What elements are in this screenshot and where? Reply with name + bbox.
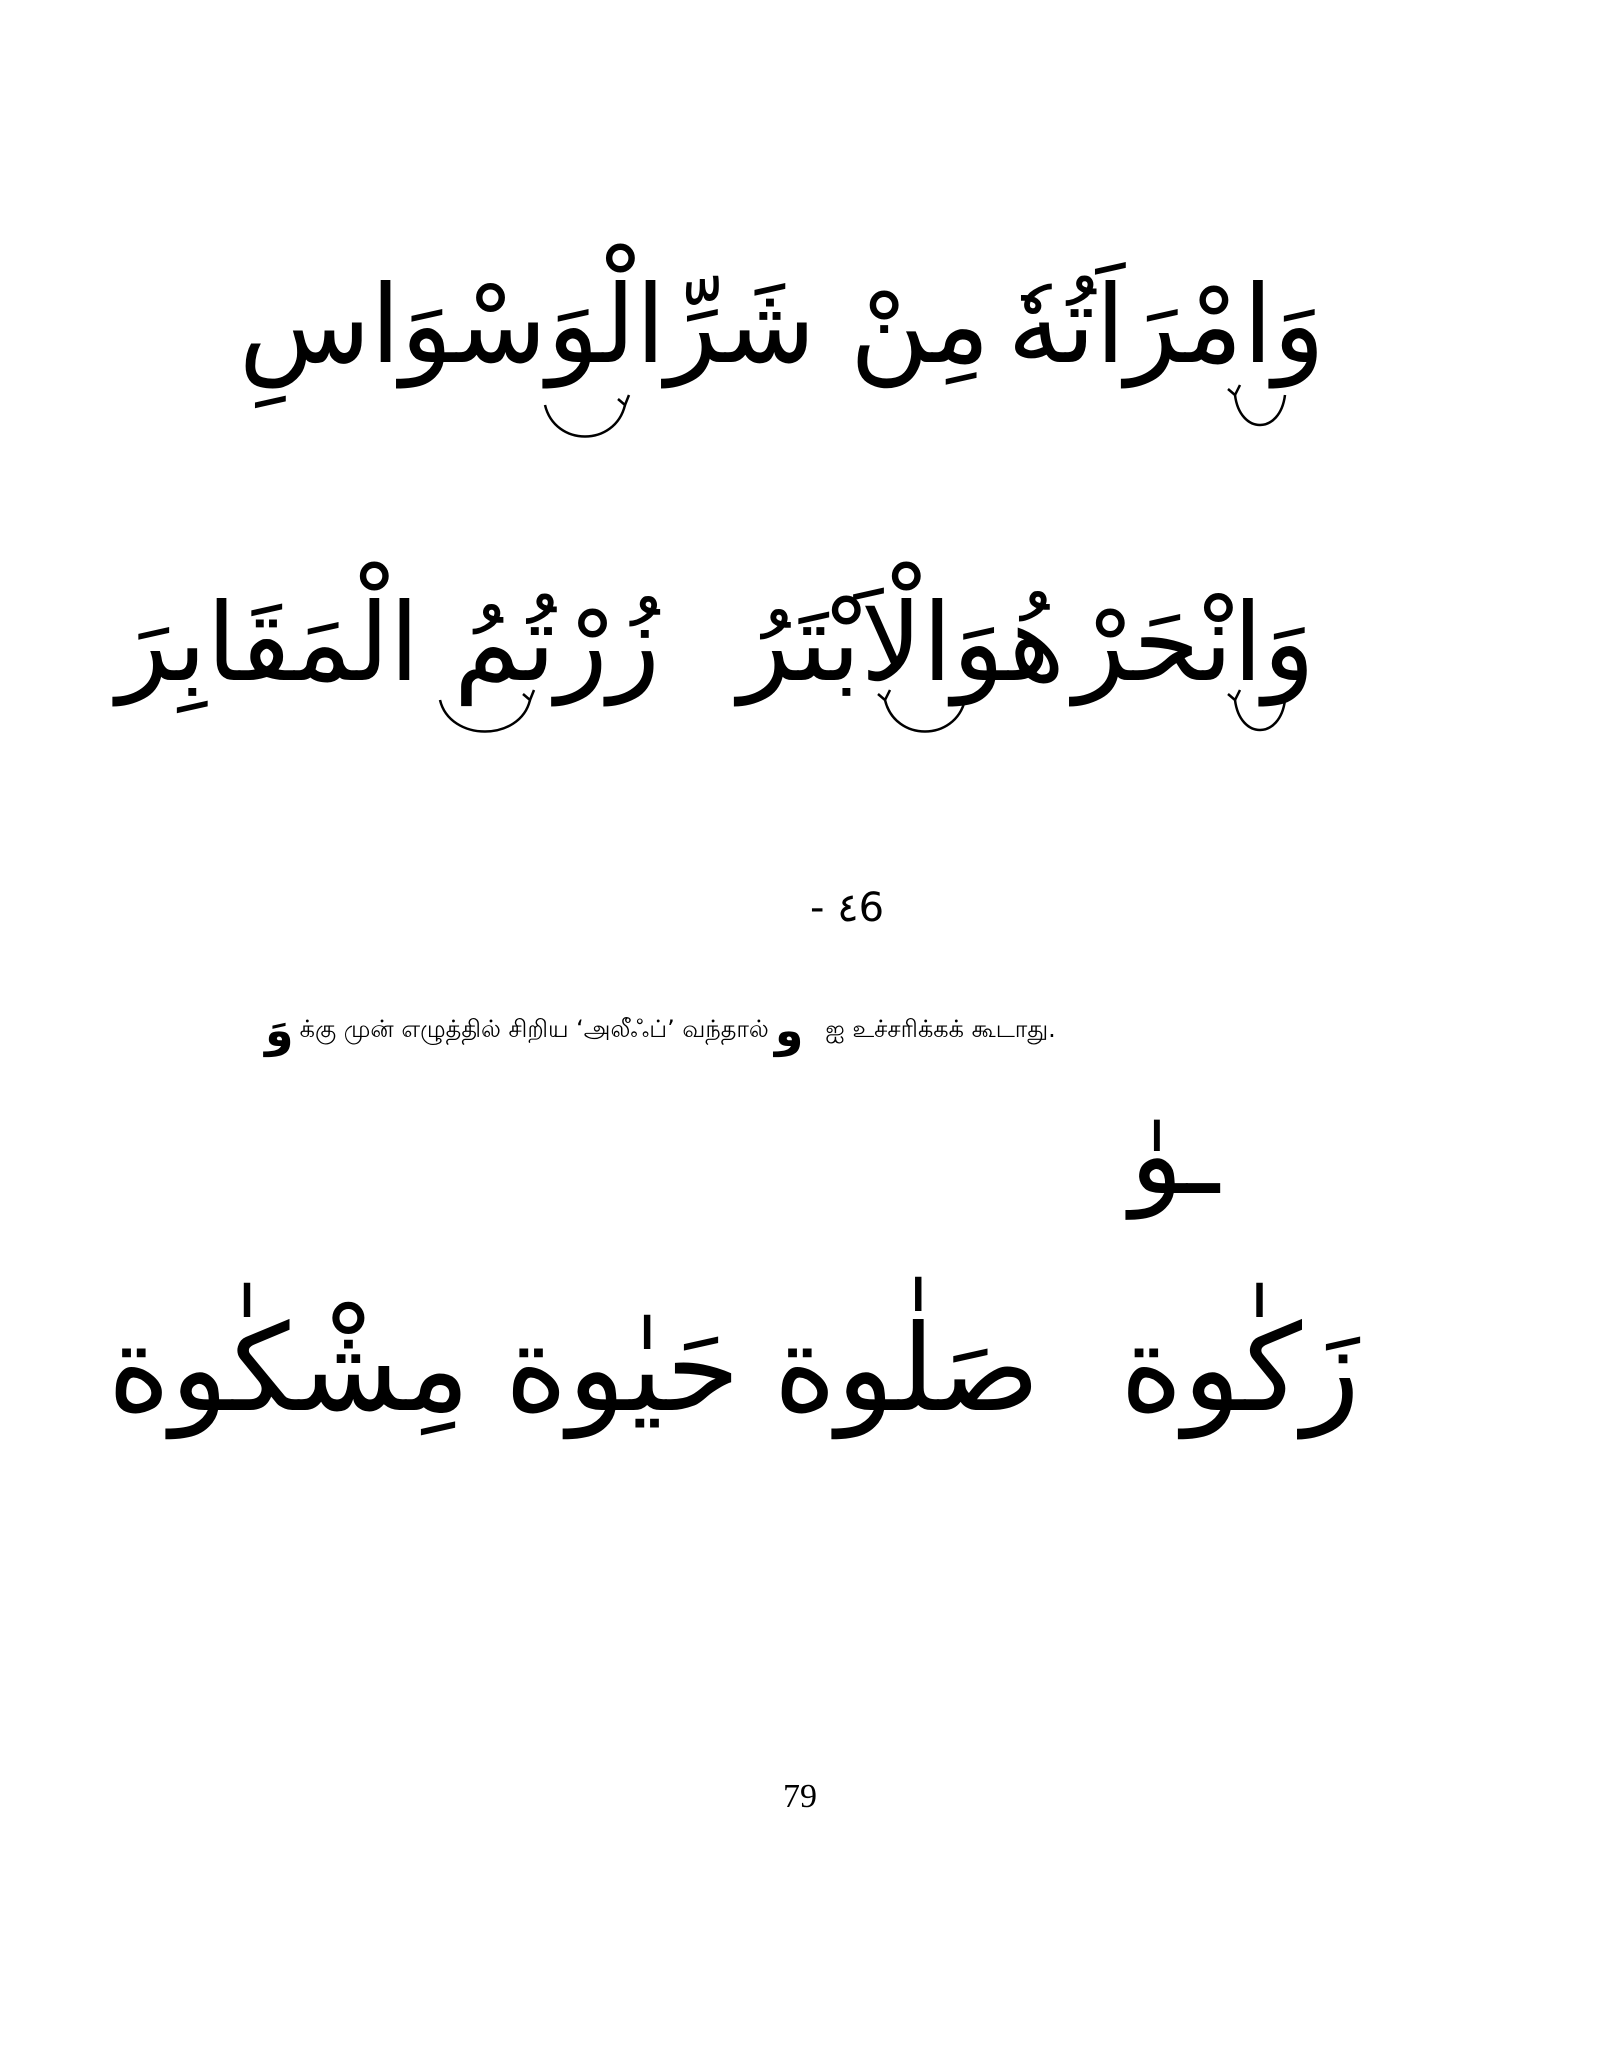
lesson-number: - ٤6 <box>810 885 885 931</box>
waw-fatha-glyph: وَ <box>265 1003 294 1057</box>
page-number: 79 <box>783 1778 817 1815</box>
connector-arc-icon <box>1230 680 1290 740</box>
arabic-word-min-sharril-waswas: مِنْ شَرِّالْوَسْوَاسِ <box>238 263 990 388</box>
arabic-word-wanhar: وَانْحَرْ <box>1073 581 1315 706</box>
arabic-word-mishkah: مِشْكٰوة <box>107 1300 470 1439</box>
waw-glyph: و <box>774 1003 804 1057</box>
rule-text-part-1: க்கு முன் எழுத்தில் சிறிய ‘அலீஃப்’ வந்தால் <box>299 1014 769 1043</box>
arabic-word-hayah: حَيٰوة <box>504 1300 740 1439</box>
arabic-word-zurtumul-maqabir: زُرْتُمُ الْمَقَابِرَ <box>116 581 660 706</box>
connector-arc-icon <box>1230 375 1290 435</box>
arabic-word-zakah: زَكٰوة <box>1120 1300 1360 1439</box>
connector-arc-icon <box>435 680 535 740</box>
waw-small-alif-example: ـوٰ <box>1130 1091 1220 1219</box>
arabic-word-salah: صَلٰوة <box>773 1300 1040 1439</box>
arabic-word-huwal-abtar: هُوَالْاَبْتَرُ <box>738 581 1065 706</box>
connector-arc-icon <box>880 680 970 740</box>
rule-text-part-2: ஐ உச்சரிக்கக் கூடாது. <box>825 1014 1056 1043</box>
arabic-word-wamraatuhu: وَامْرَاَتُهٗ <box>1007 263 1325 388</box>
rule-sentence <box>265 1004 1062 1056</box>
connector-arc-icon <box>540 385 630 445</box>
